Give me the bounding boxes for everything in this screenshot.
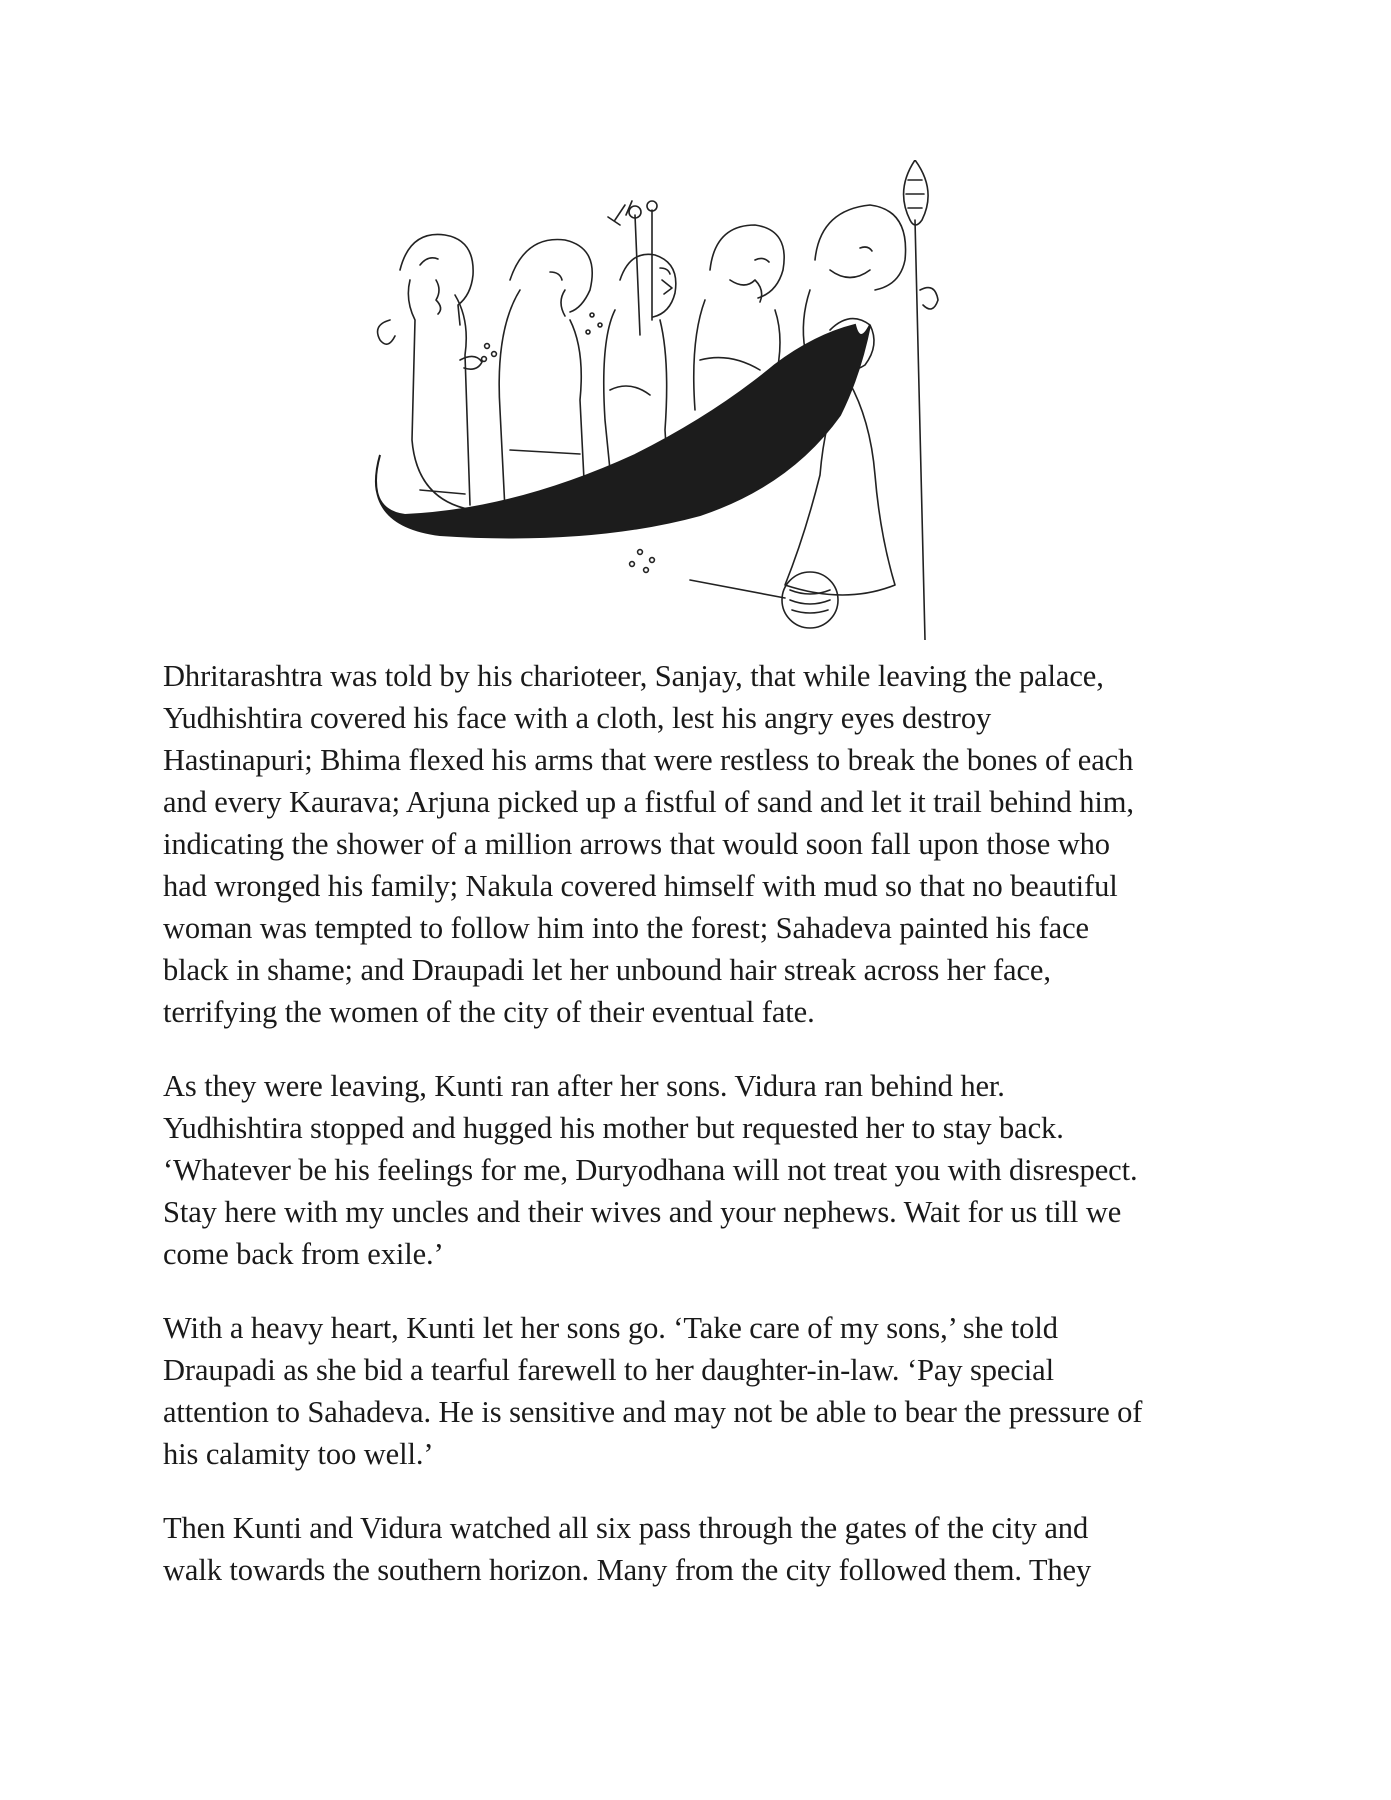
text-line: terrifying the women of the city of their eventual fate. <box>163 995 815 1029</box>
text-line: had wronged his family; Nakula covered himself with mud so that no beautiful <box>163 869 1118 903</box>
text-line: come back from exile.’ <box>163 1237 444 1271</box>
text-line: Hastinapuri; Bhima flexed his arms that were restless to break the bones of each <box>163 743 1134 777</box>
draupadi-hair <box>376 325 870 538</box>
paragraph-3 <box>163 1307 1243 1475</box>
exile-illustration <box>360 160 1020 640</box>
exile-drawing <box>360 160 1020 640</box>
paragraph-2 <box>163 1065 1243 1275</box>
text-line: ‘Whatever be his feelings for me, Duryodhana will not treat you with disrespect. <box>163 1153 1138 1187</box>
story-text <box>163 655 1243 1623</box>
figure-yudhishtira <box>378 234 497 510</box>
text-line: With a heavy heart, Kunti let her sons go. ‘Take care of my sons,’ she told <box>163 1311 1058 1345</box>
text-line: attention to Sahadeva. He is sensitive and may not be able to bear the pressure of <box>163 1395 1143 1429</box>
text-line: Dhritarashtra was told by his charioteer, Sanjay, that while leaving the palace, <box>163 659 1104 693</box>
paragraph-4 <box>163 1507 1243 1591</box>
text-line: indicating the shower of a million arrows that would soon fall upon those who <box>163 827 1110 861</box>
text-line: and every Kaurava; Arjuna picked up a fistful of sand and let it trail behind him, <box>163 785 1134 819</box>
text-line: Yudhishtira covered his face with a cloth, lest his angry eyes destroy <box>163 701 992 735</box>
text-line: Stay here with my uncles and their wives and your nephews. Wait for us till we <box>163 1195 1122 1229</box>
text-line: his calamity too well.’ <box>163 1437 434 1471</box>
text-line: As they were leaving, Kunti ran after her sons. Vidura ran behind her. <box>163 1069 1005 1103</box>
text-line: Draupadi as she bid a tearful farewell to her daughter-in-law. ‘Pay special <box>163 1353 1054 1387</box>
text-line: Then Kunti and Vidura watched all six pass through the gates of the city and <box>163 1511 1089 1545</box>
text-line: Yudhishtira stopped and hugged his mother but requested her to stay back. <box>163 1111 1064 1145</box>
text-line: walk towards the southern horizon. Many from the city followed them. They <box>163 1553 1092 1587</box>
paragraph-1 <box>163 655 1243 1033</box>
text-line: black in shame; and Draupadi let her unbound hair streak across her face, <box>163 953 1051 987</box>
figure-bhima <box>499 240 602 511</box>
text-line: woman was tempted to follow him into the forest; Sahadeva painted his face <box>163 911 1089 945</box>
